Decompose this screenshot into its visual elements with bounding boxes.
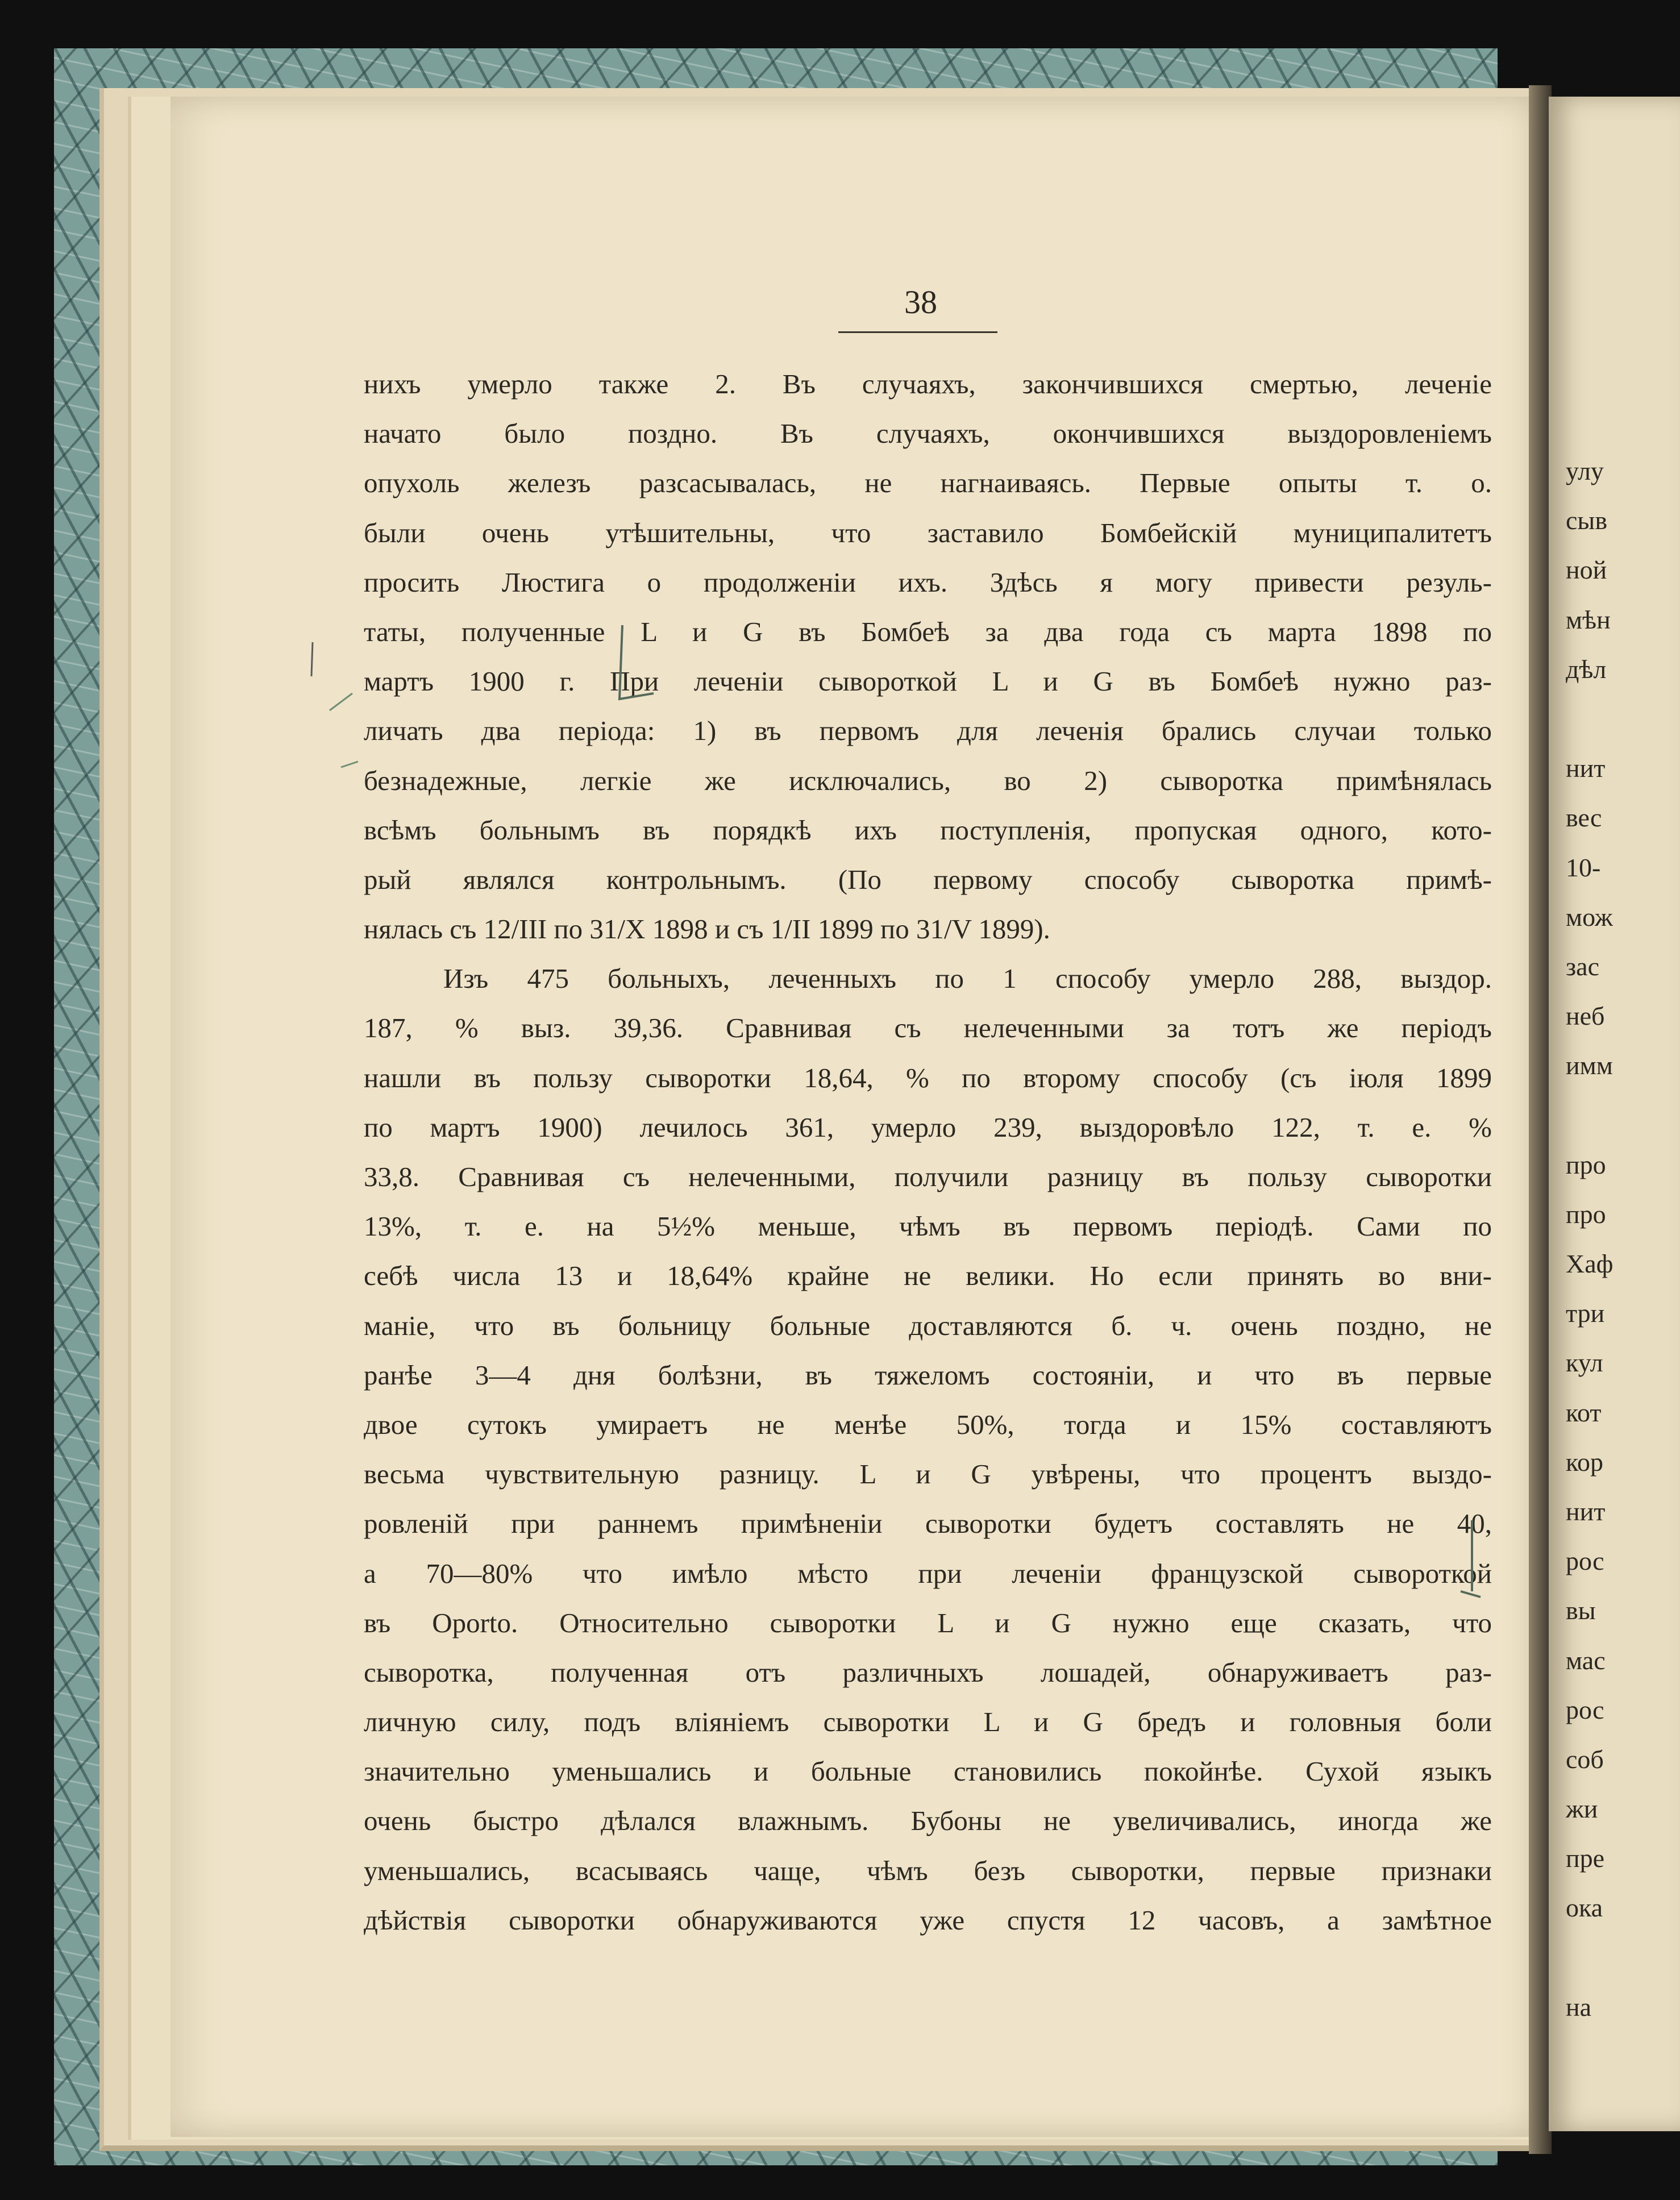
- facing-fragment: имм: [1566, 1051, 1613, 1080]
- text-line: безнадежные, легкіе же исключались, во 2) сыворотка примѣнялась: [364, 764, 1492, 796]
- facing-fragment: мож: [1566, 902, 1613, 931]
- facing-fragment: рос: [1566, 1546, 1604, 1576]
- text-line: просить Люстига о продолженіи ихъ. Здѣсь я могу привести резуль-: [364, 566, 1492, 598]
- text-line: 187, % выз. 39,36. Сравнивая съ нелеченными за тотъ же періодъ: [364, 1012, 1492, 1044]
- facing-fragment: рос: [1566, 1695, 1604, 1724]
- facing-fragment: мас: [1566, 1645, 1606, 1675]
- text-line: весьма чувствительную разницу. L и G увѣрены, что процентъ выздо-: [364, 1458, 1492, 1490]
- text-line: себѣ числа 13 и 18,64% крайне не велики. Но если принять во вни-: [364, 1260, 1492, 1292]
- page-number-rule: [838, 331, 997, 333]
- text-line: маніе, что въ больницу больные доставляются б. ч. очень поздно, не: [364, 1309, 1492, 1341]
- text-line: очень быстро дѣлался влажнымъ. Бубоны не увеличивались, иногда же: [364, 1805, 1492, 1837]
- facing-fragment: вес: [1566, 803, 1602, 833]
- text-line: по мартъ 1900) лечилось 361, умерло 239, выздоровѣло 122, т. е. %: [364, 1111, 1492, 1143]
- facing-fragment: жи: [1566, 1794, 1598, 1824]
- facing-fragment: вы: [1566, 1596, 1596, 1625]
- text-line: ровленій при раннемъ примѣненіи сыворотки будетъ составлять не 40,: [364, 1508, 1492, 1540]
- text-line: рый являлся контрольнымъ. (По первому способу сыворотка примѣ-: [364, 863, 1492, 895]
- pencil-bracket-mark: [1455, 1517, 1489, 1603]
- facing-fragment: сыв: [1566, 506, 1608, 535]
- body-text: [364, 359, 1492, 1945]
- text-line: значительно уменьшались и больные становились покойнѣе. Сухой языкъ: [364, 1756, 1492, 1787]
- text-line: таты, полученные L и G въ Бомбеѣ за два года съ марта 1898 по: [364, 615, 1492, 647]
- text-line: 33,8. Сравнивая съ нелеченными, получили разницу въ пользу сыворотки: [364, 1161, 1492, 1192]
- facing-fragment: про: [1566, 1150, 1606, 1179]
- facing-fragment: Хаф: [1566, 1249, 1614, 1278]
- facing-fragment: три: [1566, 1299, 1605, 1328]
- facing-fragment: про: [1566, 1199, 1606, 1229]
- facing-fragment: нит: [1566, 1496, 1606, 1526]
- facing-fragment: на: [1566, 1992, 1592, 2022]
- text-line: нялась съ 12/III по 31/X 1898 и съ 1/II 1899 по 31/V 1899).: [364, 913, 1050, 945]
- text-line: личать два періода: 1) въ первомъ для леченія брались случаи только: [364, 715, 1492, 747]
- text-line: 13%, т. е. на 5½% меньше, чѣмъ въ первомъ періодѣ. Сами по: [364, 1211, 1492, 1242]
- text-line: мартъ 1900 г. При леченіи сывороткой L и G въ Бомбеѣ нужно раз-: [364, 666, 1492, 697]
- facing-page: [1549, 97, 1680, 2131]
- page-number: 38: [904, 284, 937, 321]
- text-line: начато было поздно. Въ случаяхъ, окончившихся выздоровленіемъ: [364, 418, 1492, 450]
- facing-fragment: мѣн: [1566, 605, 1611, 634]
- facing-fragment: ока: [1566, 1893, 1603, 1923]
- facing-fragment: кул: [1566, 1348, 1603, 1378]
- book-gutter: [1529, 85, 1552, 2154]
- text-line: были очень утѣшительны, что заставило Бомбейскій муниципалитетъ: [364, 517, 1492, 548]
- pencil-bracket-mark: [591, 619, 659, 710]
- facing-fragment: нит: [1566, 754, 1606, 783]
- text-line: нихъ умерло также 2. Въ случаяхъ, закончившихся смертью, леченіе: [364, 368, 1492, 400]
- facing-fragment: 10-: [1566, 852, 1601, 882]
- text-line: уменьшались, всасываясь чаще, чѣмъ безъ сыворотки, первые признаки: [364, 1854, 1492, 1886]
- facing-fragment: соб: [1566, 1744, 1604, 1774]
- text-line: всѣмъ больнымъ въ порядкѣ ихъ поступленія, пропуская одного, кото-: [364, 814, 1492, 846]
- text-line: двое сутокъ умираетъ не менѣе 50%, тогда и 15% составляютъ: [364, 1408, 1492, 1440]
- text-line: а 70—80% что имѣло мѣсто при леченіи французской сывороткой: [364, 1557, 1492, 1589]
- text-line: въ Oporto. Относительно сыворотки L и G нужно еще сказать, что: [364, 1607, 1492, 1638]
- text-line: ранѣе 3—4 дня болѣзни, въ тяжеломъ состояніи, и что въ первые: [364, 1359, 1492, 1391]
- facing-fragment: улу: [1566, 456, 1604, 485]
- facing-page-text: [1566, 446, 1680, 2032]
- facing-fragment: кор: [1566, 1447, 1604, 1477]
- facing-fragment: зас: [1566, 951, 1600, 981]
- text-line: личную силу, подъ вліяніемъ сыворотки L и G бредъ и головныя боли: [364, 1706, 1492, 1738]
- text-line: сыворотка, полученная отъ различныхъ лошадей, обнаруживаетъ раз-: [364, 1656, 1492, 1688]
- text-line: опухоль железъ разсасывалась, не нагнаиваясь. Первые опыты т. о.: [364, 467, 1492, 499]
- facing-fragment: пре: [1566, 1844, 1605, 1873]
- text-line: дѣйствія сыворотки обнаруживаются уже спустя 12 часовъ, а замѣтное: [364, 1904, 1492, 1936]
- text-line: Изъ 475 больныхъ, леченныхъ по 1 способу умерло 288, выздор.: [443, 963, 1492, 995]
- pencil-margin-marks: [296, 625, 375, 830]
- text-line: нашли въ пользу сыворотки 18,64, % по второму способу (съ іюля 1899: [364, 1062, 1492, 1093]
- facing-fragment: неб: [1566, 1001, 1605, 1031]
- facing-fragment: кот: [1566, 1398, 1602, 1427]
- facing-fragment: ной: [1566, 555, 1607, 585]
- facing-fragment: дѣл: [1566, 654, 1607, 684]
